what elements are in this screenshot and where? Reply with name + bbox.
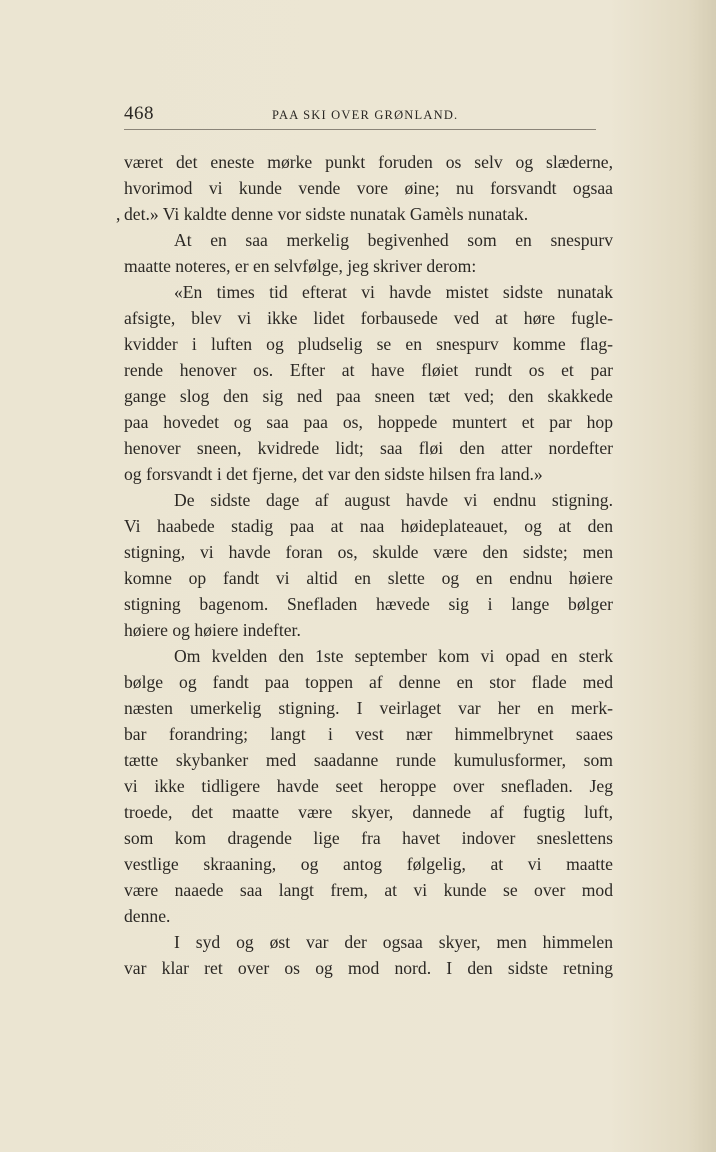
page-number: 468 — [124, 103, 154, 124]
text-line: Vi haabede stadig paa at naa høideplateauet, og at den — [124, 516, 613, 536]
text-line: bar forandring; langt i vest nær himmelbrynet saaes — [124, 724, 613, 744]
text-line: hvorimod vi kunde vende vore øine; nu forsvandt ogsaa — [124, 178, 613, 198]
text-line: var klar ret over os og mod nord. I den sidste retning — [124, 958, 613, 978]
text-line: kvidder i luften og pludselig se en snespurv komme flag- — [124, 334, 613, 354]
text-line: som kom dragende lige fra havet indover sneslettens — [124, 828, 613, 848]
text-line: At en saa merkelig begivenhed som en snespurv — [174, 230, 613, 250]
text-line: og forsvandt i det fjerne, det var den sidste hilsen fra land.» — [124, 464, 543, 484]
header-rule — [124, 129, 596, 130]
stray-mark: , — [116, 204, 121, 224]
text-line-content: det.» Vi kaldte denne vor sidste nunatak Gamèls nunatak. — [124, 204, 529, 224]
body-text — [116, 149, 613, 981]
text-line: maatte noteres, er en selvfølge, jeg skriver derom: — [124, 256, 477, 276]
text-line: vestlige skraaning, og antog følgelig, at vi maatte — [124, 854, 613, 874]
text-line — [116, 201, 613, 227]
text-line: denne. — [124, 906, 171, 926]
text-line: I syd og øst var der ogsaa skyer, men himmelen — [174, 932, 613, 952]
text-line: stigning bagenom. Snefladen hævede sig i lange bølger — [124, 594, 613, 614]
text-line: De sidste dage af august havde vi endnu stigning. — [174, 490, 613, 510]
page-header — [124, 103, 596, 133]
text-line: stigning, vi havde foran os, skulde være den sidste; men — [124, 542, 613, 562]
text-line: henover sneen, kvidrede lidt; saa fløi den atter nordefter — [124, 438, 613, 458]
text-line: være naaede saa langt frem, at vi kunde se over mod — [124, 880, 613, 900]
text-line: været det eneste mørke punkt foruden os selv og slæderne, — [124, 152, 613, 172]
text-line: paa hovedet og saa paa os, hoppede muntert et par hop — [124, 412, 613, 432]
text-line: komne op fandt vi altid en slette og en endnu høiere — [124, 568, 613, 588]
text-line: rende henover os. Efter at have fløiet rundt os et par — [124, 360, 613, 380]
text-line: tætte skybanker med saadanne runde kumulusformer, som — [124, 750, 613, 770]
text-line: høiere og høiere indefter. — [124, 620, 301, 640]
text-line: vi ikke tidligere havde seet heroppe over snefladen. Jeg — [124, 776, 613, 796]
text-line: Om kvelden den 1ste september kom vi opad en sterk — [174, 646, 613, 666]
text-line: næsten umerkelig stigning. I veirlaget var her en merk- — [124, 698, 613, 718]
text-line: gange slog den sig ned paa sneen tæt ved; den skakkede — [124, 386, 613, 406]
text-line: «En times tid efterat vi havde mistet sidste nunatak — [174, 282, 613, 302]
text-line: troede, det maatte være skyer, dannede af fugtig luft, — [124, 802, 613, 822]
text-line: afsigte, blev vi ikke lidet forbausede ved at høre fugle- — [124, 308, 613, 328]
running-head: PAA SKI OVER GRØNLAND. — [272, 108, 459, 122]
text-line: bølge og fandt paa toppen af denne en stor flade med — [124, 672, 613, 692]
